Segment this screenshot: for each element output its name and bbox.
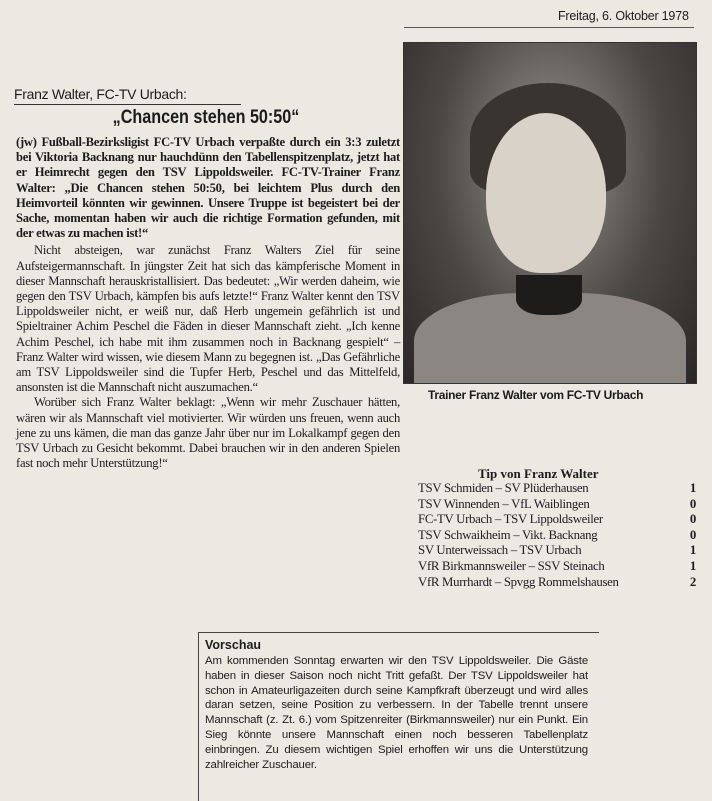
article-lead: (jw) Fußball-Bezirksligist FC-TV Urbach verpaßte durch ein 3:3 zuletzt bei Viktoria Backnang nur hauchdünn den Tabellenspitzenplatz, jetzt hat er Heimrecht gegen den TSV Lippoldsweiler. FC-TV-Trainer Franz Walter: „Die Chancen stehen 50:50, bei leichtem Plus durch den Heimvorteil könnten wir gewinnen. Unsere Truppe ist begeistert bei der Sache, momentan haben wir auch die richtige Formation gefunden, mit der etwas zu machen ist!“ [16,135,400,241]
article-kicker: Franz Walter, FC-TV Urbach: [14,86,187,102]
photo-face [486,113,606,273]
tip-score: 0 [689,512,696,527]
date-line: Freitag, 6. Oktober 1978 [558,9,689,23]
tips-title: Tip von Franz Walter [478,466,599,481]
tip-row [418,481,696,497]
tip-match: VfR Murrhardt – Spvgg Rommelshausen [418,574,619,589]
tip-match: TSV Schmiden – SV Plüderhausen [418,481,589,495]
tip-match: FC-TV Urbach – TSV Lippoldsweiler [418,512,603,527]
tip-row [418,528,696,544]
tip-row [418,512,696,528]
kicker-rule [14,104,241,105]
article-paragraph: Nicht absteigen, war zunächst Franz Walters Ziel für seine Aufsteigermannschaft. In jüngster Zeit hat sich das kämpferische Moment in dieser Mannschaft herauskristallisiert. Das bedeutet: „Wir werden daheim, wie gegen den TSV Urbach, kämpfen bis aufs letzte!“ Franz Walter kennt den TSV Lippoldsweiler nicht, er weiß nur, daß Herb ungemein gefährlich ist und Spieltrainer Achim Peschel die Fäden in dieser Mannschaft zieht. „Ich kenne Achim Peschel, ich habe mit ihm zusammen noch in Backnang gespielt“ – Franz Walter wird wissen, wie diesem Mann zu begegnen ist. „Das Gefährliche am TSV Lippoldsweiler sind die Tupfer Herb, Peschel und das Mittelfeld, ansonsten ist die Mannschaft nicht auszumachen.“ [16,243,400,395]
tips-list [418,481,696,590]
tip-row [418,543,696,559]
tip-score: 0 [689,527,696,542]
tip-score: 1 [689,558,696,573]
photo-caption: Trainer Franz Walter vom FC-TV Urbach [428,388,644,402]
photo-collar [516,275,582,315]
article-body [16,135,400,471]
tip-score: 2 [689,574,696,589]
tip-match: TSV Winnenden – VfL Waiblingen [418,496,590,511]
preview-title: Vorschau [205,638,262,652]
tip-row [418,497,696,513]
preview-text: Am kommenden Sonntag erwarten wir den TSV Lippoldsweiler. Die Gäste haben in dieser Saison noch nicht Tritt gefaßt. Der TSV Lippoldsweiler hat schon in Amateurligazeiten durch seine Kampfkraft überzeugt und wird alles daran setzen, seine Position zu verbessern. In der Tabelle trennt unsere Mannschaft (z. Zt. 6.) vom Spitzenreiter (Birkmannsweiler) nur ein Punkt. Ein Sieg könnte unsere Mannschaft einen noch besseren Tabellenplatz einbringen. Zu diesem wichtigen Spiel erhoffen wir uns die Unterstützung zahlreicher Zuschauer. [205,655,588,771]
trainer-photo [403,42,697,384]
tip-score: 1 [689,481,696,495]
tip-match: TSV Schwaikheim – Vikt. Backnang [418,527,598,542]
article-headline: „Chancen stehen 50:50“ [112,107,300,128]
tip-match: VfR Birkmannsweiler – SSV Steinach [418,558,605,573]
tip-row [418,575,696,591]
article-paragraph: Worüber sich Franz Walter beklagt: „Wenn wir mehr Zuschauer hätten, wären wir als Mannschaft viel motivierter. Wir würden uns freuen, wenn auch jene zu uns kämen, die man das ganze Jahr über nur im Lokalkampf gegen den TSV Urbach zu Gesicht bekommt. Dabei brauchen wir in den anderen Spielen fast noch mehr Unterstützung!“ [16,395,400,471]
tip-score: 0 [689,496,696,511]
tip-score: 1 [689,543,696,558]
tip-row [418,559,696,575]
date-rule [404,27,694,28]
tip-match: SV Unterweissach – TSV Urbach [418,543,582,558]
